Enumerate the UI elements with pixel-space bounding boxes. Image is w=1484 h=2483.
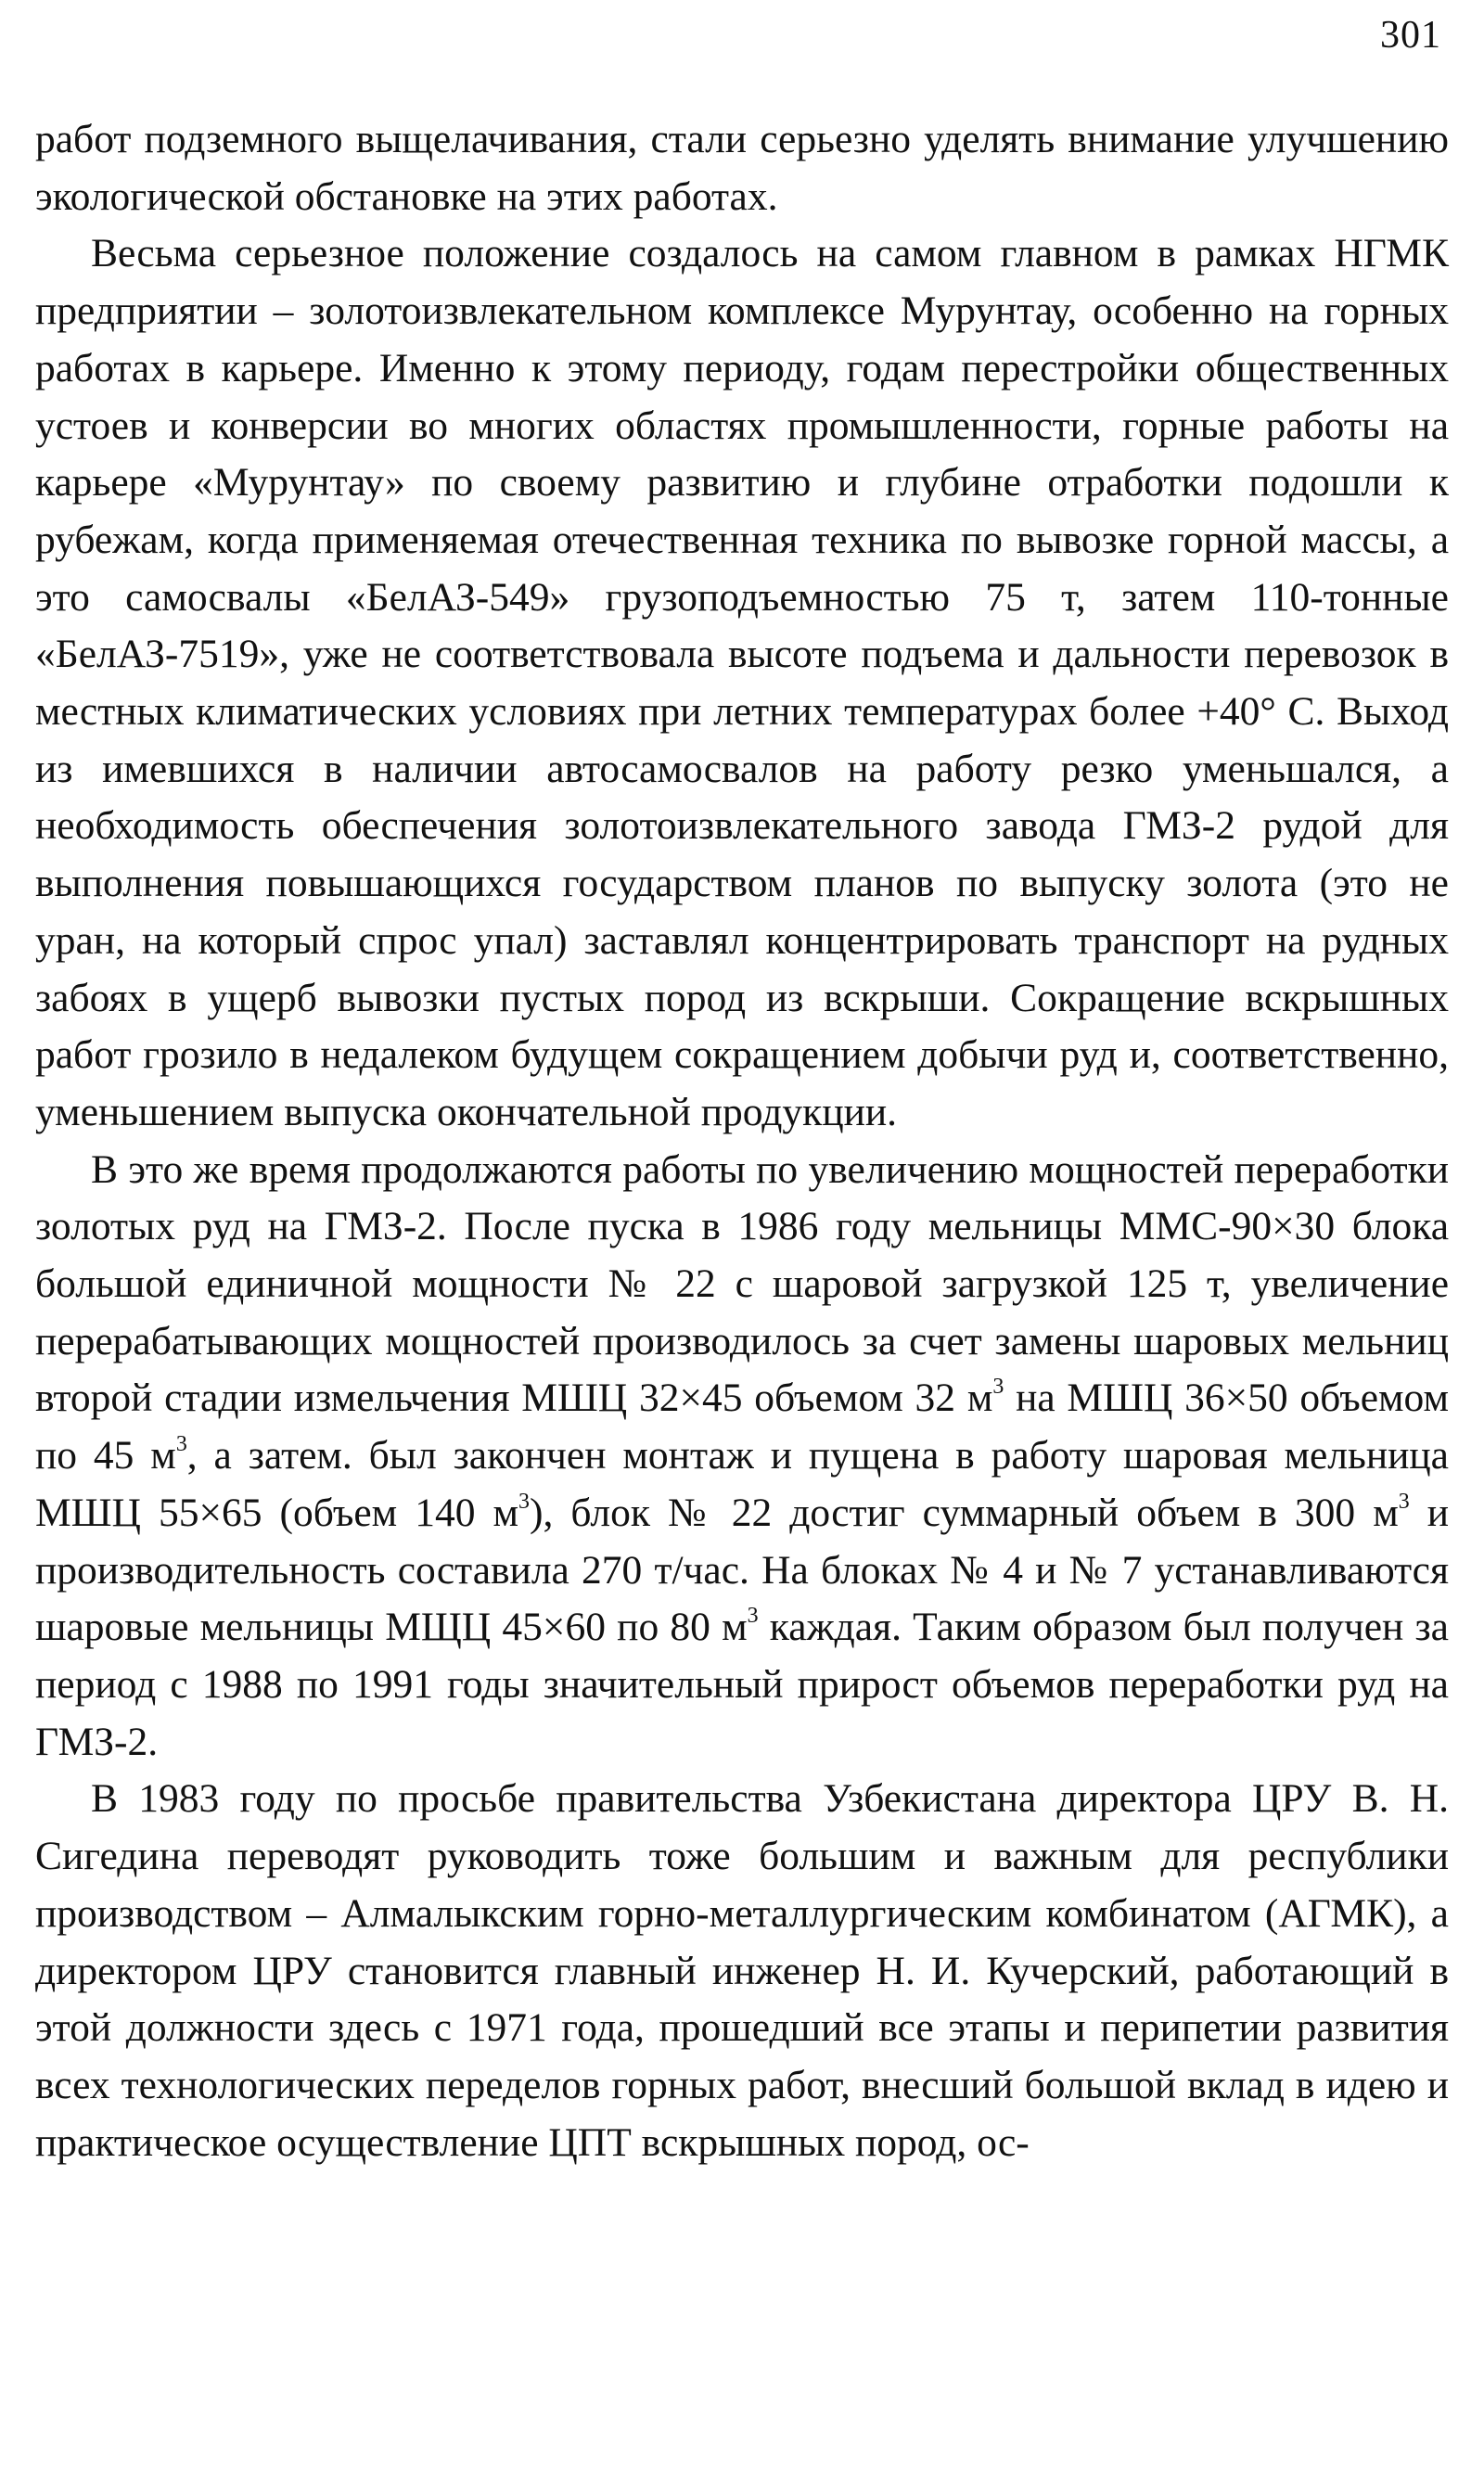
superscript: 3 (175, 1432, 187, 1457)
text-segment: ), блок № 22 достиг суммарный объем в 300 м (529, 1490, 1399, 1535)
superscript: 3 (747, 1604, 759, 1629)
superscript: 3 (992, 1375, 1004, 1400)
superscript: 3 (518, 1489, 530, 1514)
text-segment: на МШЦ 36×50 объемом по 45 м (35, 1376, 1450, 1478)
body-text (35, 111, 1449, 2171)
paragraph (35, 111, 1449, 225)
page-number: 301 (1380, 14, 1441, 57)
paragraph (35, 225, 1449, 1141)
paragraph (35, 1771, 1449, 2171)
paragraph (35, 1142, 1449, 1772)
text-segment: В это же время продолжаются работы по увеличению мощностей переработки золотых руд на ГМЗ-2. После пуска в 1986 году мельницы ММС-90×30 блока большой единичной мощности № 22 с шаровой загрузкой 125 т, увеличение перерабатывающих мощностей производилось за счет замены шаровых мельниц второй стадии измельчения МШЦ 32×45 объемом 32 м (35, 1146, 1449, 1421)
text-segment: Весьма серьезное положение создалось на самом главном в рамках НГМК предприятии – золотоизвлекательном комплексе Мурунтау, особенно на горных работах в карьере. Именно к этому периоду, годам перестройки общественных устоев и конверсии во многих областях промышленности, горные работы на карьере «Мурунтау» по своему развитию и глубине отработки подошли к рубежам, когда применяемая отечественная техника по вывозке горной массы, а это самосвалы «БелАЗ-549» грузоподъемностью 75 т, затем 110-тонные «БелАЗ-7519», уже не соответствовала высоте подъема и дальности перевозок в местных климатических условиях при летних температурах более +40° С. Выход из имевшихся в наличии автосамосвалов на работу резко уменьшался, а необходимость обеспечения золотоизвлекательного завода ГМЗ-2 рудой для выполнения повышающихся государством планов по выпуску золота (это не уран, на который спрос упал) заставлял концентрировать транспорт на рудных забоях в ущерб вывозки пустых пород из вскрыши. Сокращение вскрышных работ грозило в недалеком будущем сокращением добычи руд и, соответственно, уменьшением выпуска окончательной продукции. (35, 231, 1449, 1134)
text-segment: , а затем. был закончен монтаж и пущена в работу шаровая мельница МШЦ 55×65 (объем 140 м (35, 1433, 1449, 1535)
text-segment: В 1983 году по просьбе правительства Узбекистана директора ЦРУ В. Н. Сигедина переводят руководить тоже большим и важным для республики производством – Алмалыкским горно-металлургическим комбинатом (АГМК), а директором ЦРУ становится главный инженер Н. И. Кучерский, работающий в этой должности здесь с 1971 года, прошедший все этапы и перипетии развития всех технологических переделов горных работ, внесший большой вклад в идею и практическое осуществление ЦПТ вскрышных пород, ос- (35, 1776, 1449, 2165)
text-segment: работ подземного выщелачивания, стали серьезно уделять внимание улучшению экологической обстановке на этих работах. (35, 117, 1449, 219)
text-segment: и производительность составила 270 т/час. На блоках № 4 и № 7 устанавливаются шаровые мельницы МЩЦ 45×60 по 80 м (35, 1490, 1449, 1650)
text-segment: каждая. Таким образом был получен за период с 1988 по 1991 годы значительный прирост объемов переработки руд на ГМЗ-2. (35, 1605, 1449, 1764)
superscript: 3 (1398, 1489, 1410, 1514)
